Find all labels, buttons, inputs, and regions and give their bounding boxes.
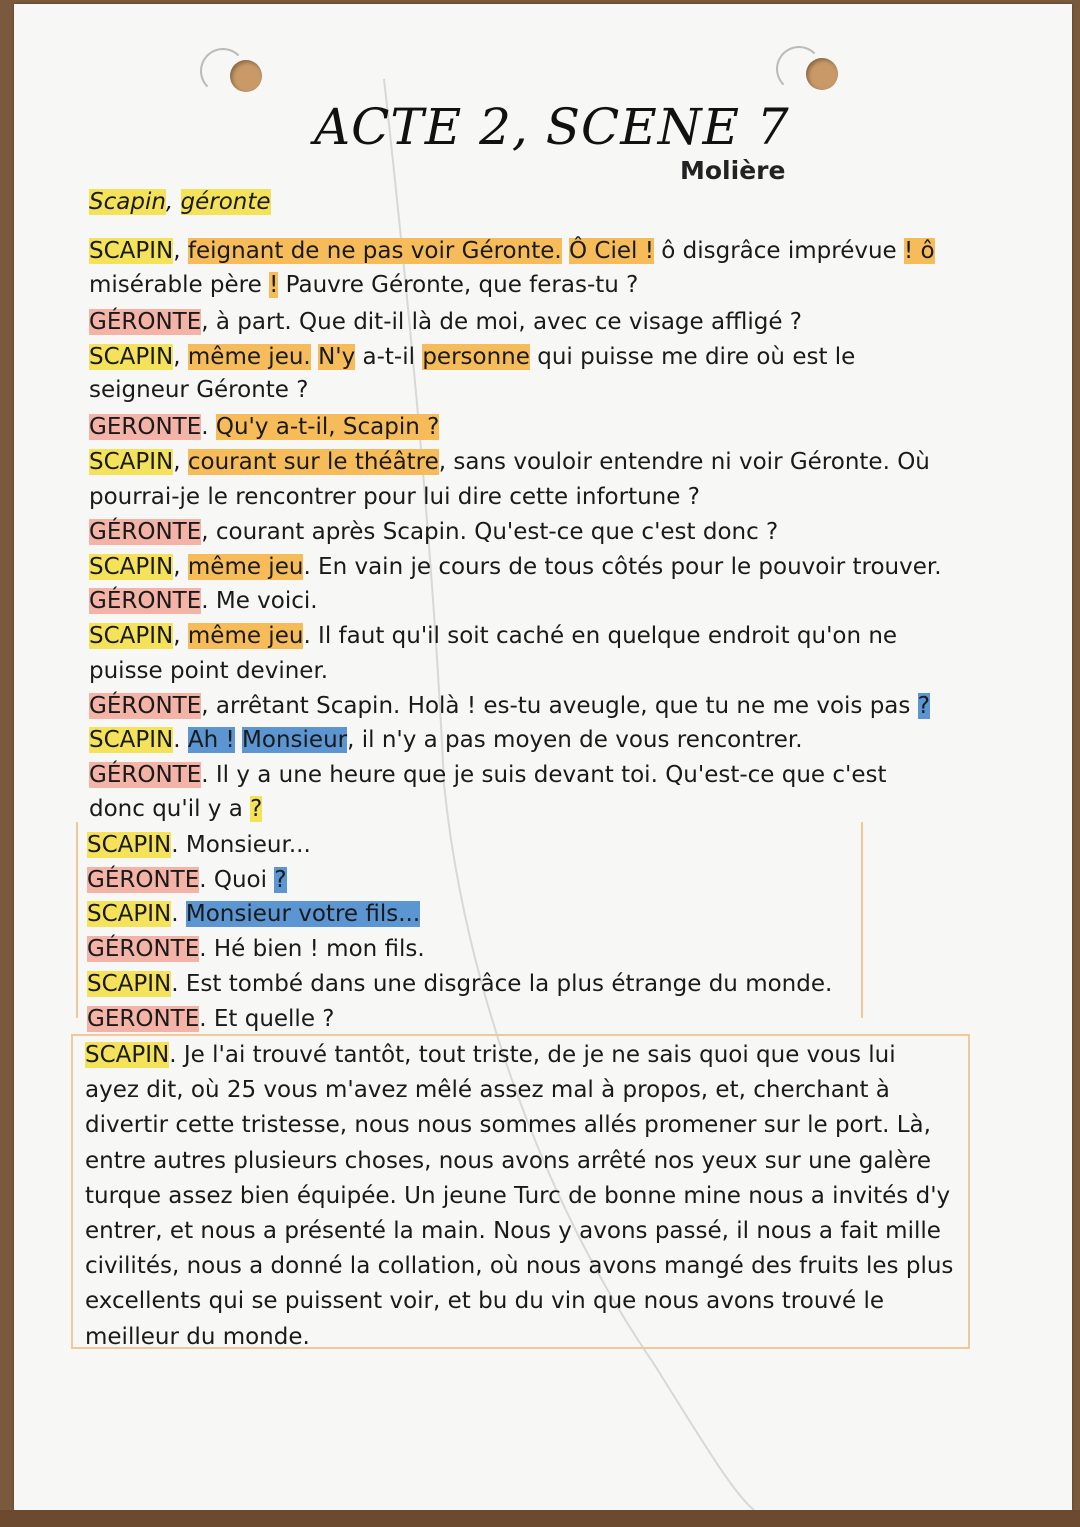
text-segment: ,: [173, 344, 188, 370]
text-segment: ,: [165, 189, 181, 215]
highlighted-text: Monsieur votre fils...: [185, 901, 421, 927]
punch-hole-left: [230, 60, 262, 92]
text-segment: excellents qui se puissent voir, et bu du vin que nous avons trouvé le: [85, 1288, 885, 1314]
text-segment: seigneur Géronte ?: [89, 377, 309, 403]
dialogue-line: [85, 1075, 890, 1105]
highlighted-text: Scapin: [89, 189, 166, 215]
text-segment: . Hé bien ! mon fils.: [199, 936, 425, 962]
highlighted-text: Qu'y a-t-il, Scapin ?: [215, 414, 440, 440]
dialogue-line: [89, 270, 638, 300]
dialogue-line: [87, 1004, 335, 1034]
dialogue-line: [89, 447, 930, 477]
dialogue-line: [87, 830, 311, 860]
dialogue-line: [89, 342, 855, 372]
highlighted-text: GÉRONTE: [89, 762, 202, 788]
text-segment: donc qu'il y a: [89, 796, 251, 822]
highlighted-text: même jeu: [187, 554, 304, 580]
text-segment: . Me voici.: [201, 588, 318, 614]
text-segment: [311, 344, 318, 370]
dialogue-line: [85, 1110, 931, 1140]
highlighted-text: Ô Ciel !: [569, 238, 654, 264]
highlighted-text: SCAPIN: [89, 238, 174, 264]
highlighted-text: ?: [274, 867, 287, 893]
highlighted-text: SCAPIN: [87, 901, 172, 927]
text-segment: [235, 727, 242, 753]
text-segment: entre autres plusieurs choses, nous avons arrêté nos yeux sur une galère: [85, 1148, 932, 1174]
dialogue-line: [85, 1251, 953, 1281]
text-segment: , courant après Scapin. Qu'est-ce que c'est donc ?: [201, 519, 779, 545]
dialogue-line: [85, 1322, 310, 1352]
highlighted-text: ?: [917, 693, 930, 719]
highlighted-text: SCAPIN: [89, 727, 174, 753]
highlighted-text: !: [269, 272, 279, 298]
text-segment: , à part. Que dit-il là de moi, avec ce visage affligé ?: [201, 309, 802, 335]
dialogue-line: [85, 1040, 896, 1070]
highlighted-text: géronte: [180, 189, 271, 215]
text-segment: .: [171, 901, 186, 927]
dialogue-line: [85, 1216, 941, 1246]
dialogue-line: [89, 236, 935, 266]
highlighted-text: GÉRONTE: [89, 588, 202, 614]
author-name: Molière: [680, 156, 786, 185]
desk-edge: [0, 1510, 1080, 1527]
highlighted-text: SCAPIN: [87, 832, 172, 858]
dialogue-line: [85, 1286, 884, 1316]
text-segment: .: [173, 727, 188, 753]
text-segment: misérable père: [89, 272, 270, 298]
text-segment: . Monsieur...: [171, 832, 311, 858]
dialogue-line: [85, 1181, 950, 1211]
text-segment: ayez dit, où 25 vous m'avez mêlé assez mal à propos, et, cherchant à: [85, 1077, 890, 1103]
dialogue-line: [89, 375, 308, 405]
text-segment: . Il y a une heure que je suis devant toi. Qu'est-ce que c'est: [201, 762, 887, 788]
dialogue-line: [89, 482, 700, 512]
text-segment: divertir cette tristesse, nous nous sommes allés promener sur le port. Là,: [85, 1112, 931, 1138]
text-segment: . Je l'ai trouvé tantôt, tout triste, de je ne sais quoi que vous lui: [169, 1042, 896, 1068]
dialogue-line: [89, 725, 803, 755]
dialogue-line: [87, 969, 832, 999]
text-segment: . Est tombé dans une disgrâce la plus étrange du monde.: [171, 971, 833, 997]
text-segment: . En vain je cours de tous côtés pour le pouvoir trouver.: [303, 554, 942, 580]
text-segment: qui puisse me dire où est le: [529, 344, 856, 370]
highlighted-text: SCAPIN: [89, 449, 174, 475]
page-title: ACTE 2, SCENE 7: [314, 98, 790, 156]
text-segment: a-t-il: [355, 344, 423, 370]
highlighted-text: SCAPIN: [85, 1042, 170, 1068]
highlighted-text: GERONTE: [89, 414, 202, 440]
dialogue-line: [87, 934, 425, 964]
text-segment: meilleur du monde.: [85, 1324, 310, 1350]
highlighted-text: personne: [422, 344, 530, 370]
highlighted-text: ?: [250, 796, 263, 822]
text-segment: , arrêtant Scapin. Holà ! es-tu aveugle, que tu ne me vois pas: [201, 693, 918, 719]
text-segment: ,: [173, 449, 188, 475]
highlighted-text: SCAPIN: [87, 971, 172, 997]
dialogue-line: [89, 656, 328, 686]
dialogue-line: [89, 307, 802, 337]
dialogue-line: [89, 760, 887, 790]
dialogue-line: [87, 865, 287, 895]
text-segment: ,: [173, 238, 188, 264]
highlighted-text: même jeu: [187, 623, 304, 649]
text-segment: ,: [173, 623, 188, 649]
dialogue-line: [89, 586, 318, 616]
highlighted-text: ! ô: [904, 238, 935, 264]
dialogue-line: [89, 621, 897, 651]
punch-hole-right: [806, 58, 838, 90]
text-segment: .: [201, 414, 216, 440]
highlighted-text: N'y: [318, 344, 356, 370]
highlighted-text: GÉRONTE: [87, 936, 200, 962]
dialogue-line: [89, 691, 930, 721]
characters-line: [89, 187, 271, 217]
text-segment: . Et quelle ?: [199, 1006, 335, 1032]
highlighted-text: Monsieur: [242, 727, 348, 753]
highlighted-text: feignant de ne pas voir Géronte.: [187, 238, 562, 264]
text-segment: , sans vouloir entendre ni voir Géronte. Où: [438, 449, 930, 475]
text-segment: ,: [173, 554, 188, 580]
text-segment: puisse point deviner.: [89, 658, 329, 684]
text-segment: [562, 238, 569, 264]
highlighted-text: SCAPIN: [89, 344, 174, 370]
highlighted-text: SCAPIN: [89, 554, 174, 580]
highlighted-text: GÉRONTE: [87, 867, 200, 893]
highlighted-text: Ah !: [187, 727, 235, 753]
dialogue-line: [85, 1146, 931, 1176]
highlighted-text: SCAPIN: [89, 623, 174, 649]
paper-sheet: [14, 4, 1072, 1510]
dialogue-line: [89, 552, 942, 582]
text-segment: turque assez bien équipée. Un jeune Turc de bonne mine nous a invités d'y: [85, 1183, 951, 1209]
dialogue-line: [89, 412, 439, 442]
text-segment: entrer, et nous a présenté la main. Nous y avons passé, il nous a fait mille: [85, 1218, 941, 1244]
dialogue-line: [89, 517, 778, 547]
text-segment: pourrai-je le rencontrer pour lui dire cette infortune ?: [89, 484, 700, 510]
text-segment: Pauvre Géronte, que feras-tu ?: [278, 272, 639, 298]
text-segment: . Il faut qu'il soit caché en quelque endroit qu'on ne: [303, 623, 898, 649]
text-segment: civilités, nous a donné la collation, où nous avons mangé des fruits les plus: [85, 1253, 954, 1279]
highlighted-text: GÉRONTE: [89, 693, 202, 719]
text-segment: . Quoi: [199, 867, 275, 893]
highlighted-text: GÉRONTE: [89, 309, 202, 335]
text-segment: ô disgrâce imprévue: [653, 238, 905, 264]
highlighted-text: GERONTE: [87, 1006, 200, 1032]
text-segment: , il n'y a pas moyen de vous rencontrer.: [347, 727, 803, 753]
highlighted-text: GÉRONTE: [89, 519, 202, 545]
dialogue-line: [89, 794, 262, 824]
highlighted-text: même jeu.: [187, 344, 311, 370]
dialogue-line: [87, 899, 420, 929]
highlighted-text: courant sur le théâtre: [187, 449, 439, 475]
